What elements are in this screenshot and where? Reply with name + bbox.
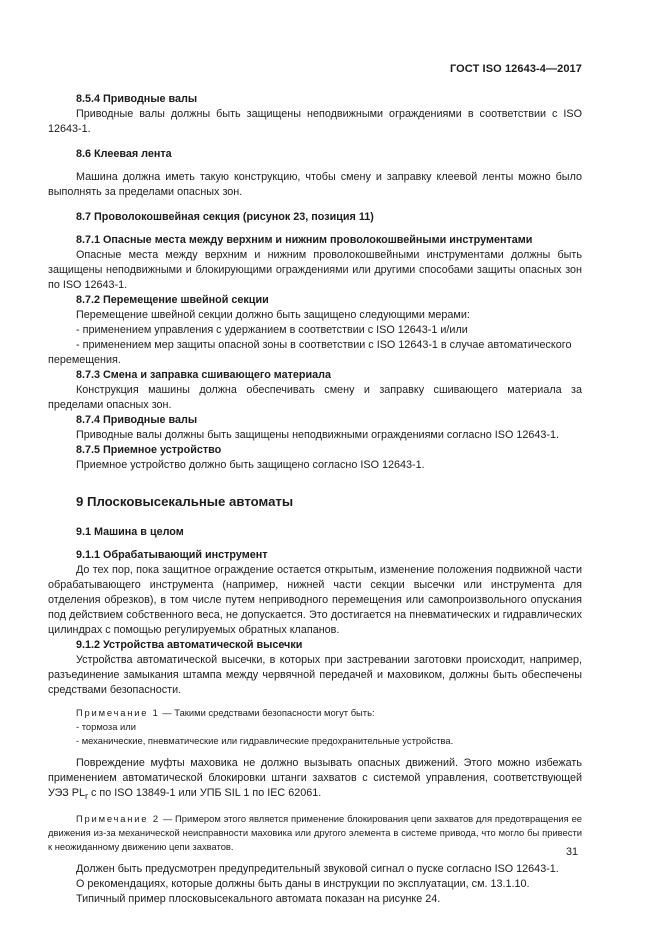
note-1-text: — Такими средствами безопасности могут быть: [159, 707, 375, 718]
section-8-7-5-title: 8.7.5 Приемное устройство [76, 444, 222, 456]
note-2 [48, 812, 582, 854]
section-8-7-5-text: Приемное устройство должно быть защищено согласно ISO 12643-1. [76, 459, 425, 471]
page-number: 31 [565, 846, 578, 858]
section-8-5-4-title: 8.5.4 Приводные валы [76, 93, 198, 105]
note-1 [48, 706, 582, 720]
section-8-7-1-text: Опасные места между верхним и нижним проволокошвейными инструментами должны быть защищены неподвижными и блокирующими ограждениями или другими способами защиты опасных зон по ISO 12643-1. [48, 249, 582, 291]
final-paragraph-1: Должен быть предусмотрен предупредительный звуковой сигнал о пуске согласно ISO 12643-1. [76, 863, 559, 876]
final-paragraph-3: Типичный пример плосковысекального автомата показан на рисунке 24. [76, 893, 441, 906]
section-8-7-2-title: 8.7.2 Перемещение швейной секции [76, 294, 269, 306]
section-8-7-4-title: 8.7.4 Приводные валы [76, 414, 198, 426]
final-paragraph-2: О рекомендациях, которые должны быть даны в инструкции по эксплуатации, см. 13.1.10. [76, 878, 530, 891]
section-8-6-text: Машина должна иметь такую конструкцию, чтобы смену и заправку клеевой ленты можно было выполнять за пределами опасных зон. [48, 171, 582, 198]
section-9-1-2-text: Устройства автоматической высечки, в которых при застревании заготовки происходит, например, разъединение замыкания штампа между червячной передачей и маховиком, должны быть обеспечены средствами безопасности. [48, 654, 582, 696]
note-1-item-1: - тормоза или [76, 721, 136, 732]
section-9-title: 9 Плосковысекальные автоматы [76, 494, 294, 509]
section-8-7-1-title: 8.7.1 Опасные места между верхним и нижним проволокошвейными инструментами [76, 234, 533, 246]
note-1-label: Примечание 1 [76, 707, 160, 718]
clutch-paragraph [48, 756, 582, 804]
section-8-7-2-item-1: - применением управления с удержанием в соответствии с ISO 12643-1 и/или [76, 324, 468, 336]
section-8-6-title: 8.6 Клеевая лента [76, 148, 172, 160]
section-8-7-2-text: Перемещение швейной секции должно быть защищено следующими мерами: [76, 309, 470, 321]
clutch-text-2: с по ISO 13849-1 или УПБ SIL 1 по IEC 62061. [88, 787, 322, 799]
section-9-1-2-title: 9.1.2 Устройства автоматической высечки [76, 639, 303, 651]
document-header: ГОСТ ISO 12643-4—2017 [449, 63, 582, 75]
section-8-7-4-text: Приводные валы должны быть защищены неподвижными ограждениями согласно ISO 12643-1. [76, 429, 560, 441]
note-2-text: — Примером этого является применение блокирования цепи захватов для предотвращения ее движения из-за механической неисправности маховика или другого элемента в системе привода, что могло бы привести к неожиданному движению цепи захватов. [48, 813, 582, 853]
section-8-7-3-text: Конструкция машины должна обеспечивать смену и заправку сшивающего материала за пределами опасных зон. [48, 384, 582, 411]
section-8-5-4-text: Приводные валы должны быть защищены неподвижными ограждениями в соответствии с ISO 12643-1. [48, 108, 582, 135]
section-8-7-2-item-2: - применением мер защиты опасной зоны в соответствии с ISO 12643-1 в случае автоматического перемещения. [48, 339, 572, 366]
section-8-7-title: 8.7 Проволокошвейная секция (рисунок 23, позиция 11) [76, 211, 374, 223]
section-8-7-3-title: 8.7.3 Смена и заправка сшивающего материала [76, 369, 332, 381]
clutch-subscript: r [85, 791, 88, 802]
section-9-1-1-text: До тех пор, пока защитное ограждение остается открытым, изменение положения подвижной части обрабатывающего инструмента (например, нижней части секции высечки или инструмента для отделения обрезков), в том числе путем неприводного перемещения или самопроизвольного опускания под действием собственного веса, не допускается. Это достигается на пневматических и гидравлических цилиндрах с помощью регулируемых обратных клапанов. [48, 564, 582, 636]
note-1-item-2: - механические, пневматические или гидравлические предохранительные устройства. [76, 735, 454, 746]
note-2-label: Примечание 2 [76, 813, 160, 825]
section-9-1-title: 9.1 Машина в целом [76, 526, 184, 538]
section-9-1-1-title: 9.1.1 Обрабатывающий инструмент [76, 549, 268, 561]
clutch-text-1: Повреждение муфты маховика не должно вызывать опасных движений. Этого можно избежать применением автоматической блокировки штанги захватов с системой управления, соответствующей УЭЗ PL [48, 757, 582, 799]
page-content [48, 92, 582, 907]
